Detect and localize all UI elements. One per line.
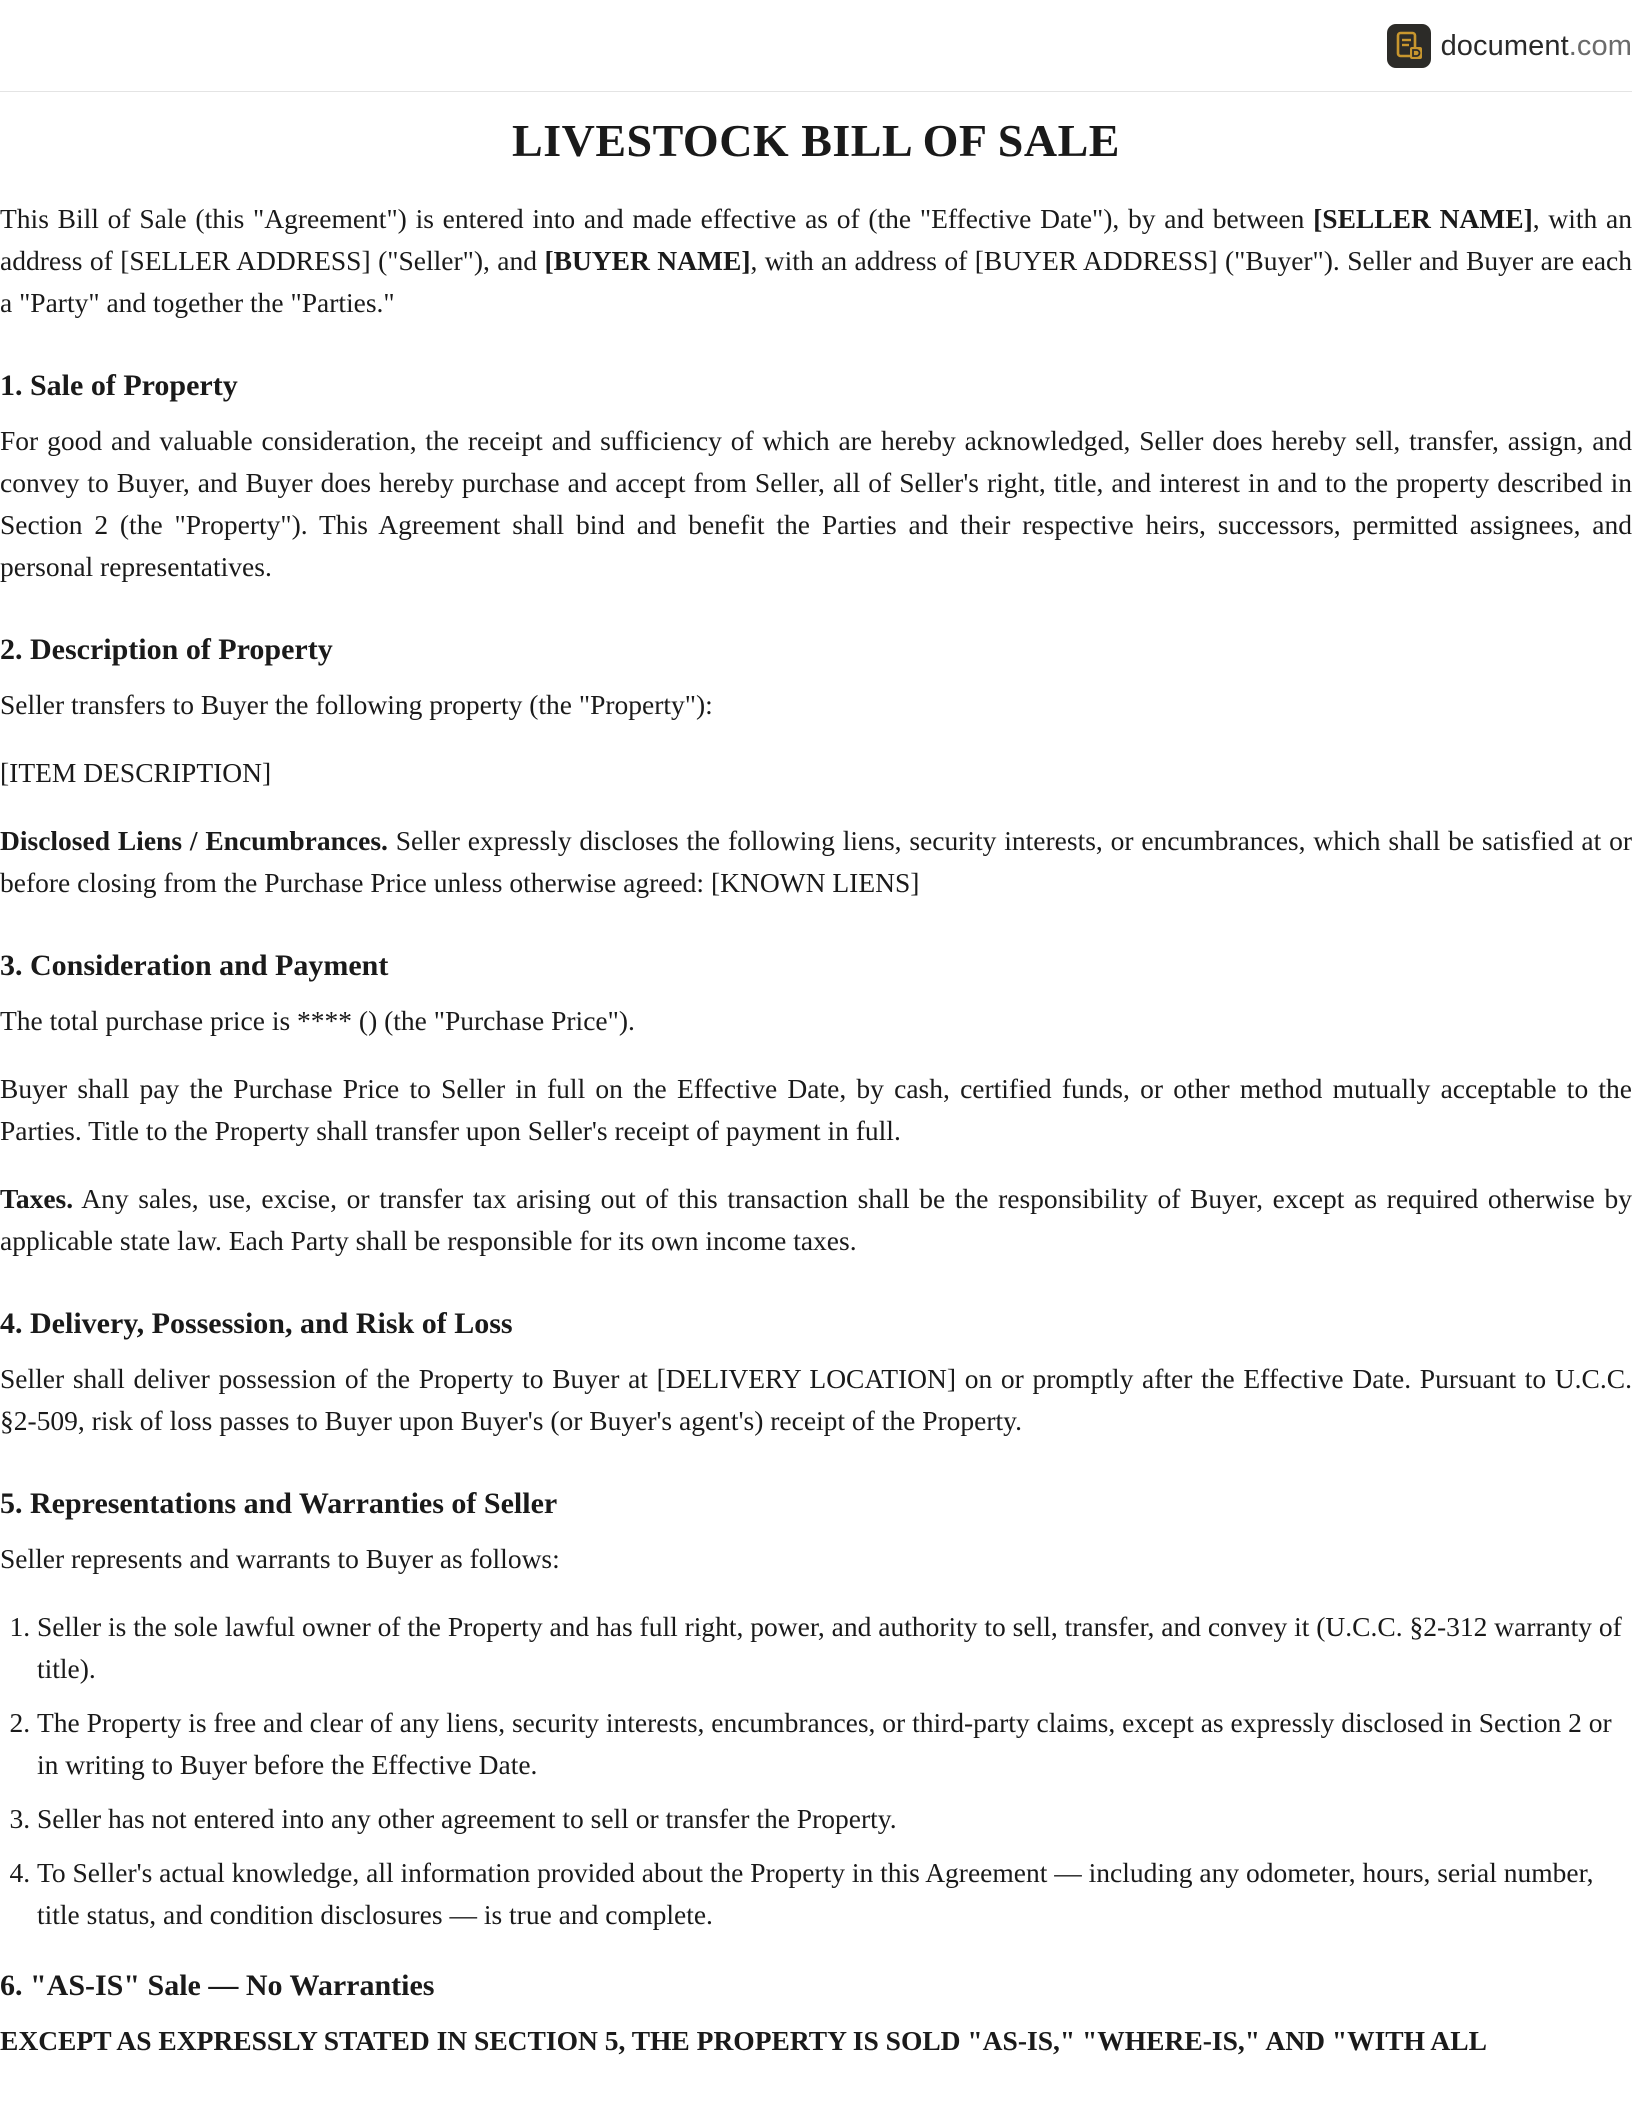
liens-paragraph bbox=[0, 820, 1632, 904]
buyer-name-placeholder: [BUYER NAME] bbox=[544, 245, 751, 277]
section-3-heading: 3. Consideration and Payment bbox=[0, 949, 389, 983]
document-logo-icon bbox=[1387, 24, 1431, 68]
payment-paragraph: Buyer shall pay the Purchase Price to Seller in full on the Effective Date, by cash, certified funds, or other method mutually acceptable to the Parties. Title to the Property shall transfer upon Seller's receipt of payment in full. bbox=[0, 1073, 1632, 1147]
document-body bbox=[0, 92, 1632, 2062]
section-6-paragraph: EXCEPT AS EXPRESSLY STATED IN SECTION 5, THE PROPERTY IS SOLD "AS-IS," "WHERE-IS," AND "WITH ALL bbox=[0, 2025, 1487, 2057]
brand-name: document bbox=[1440, 29, 1569, 62]
section-4-paragraph: Seller shall deliver possession of the Property to Buyer at [DELIVERY LOCATION] on or promptly after the Effective Date. Pursuant to U.C.C. §2-509, risk of loss passes to Buyer upon Buyer's (or Buyer's agent's) receipt of the Property. bbox=[0, 1363, 1632, 1437]
intro-text-2: , with an address of [SELLER ADDRESS] ("Seller"), and bbox=[0, 203, 1632, 277]
section-4-heading: 4. Delivery, Possession, and Risk of Loss bbox=[0, 1307, 513, 1341]
section-5-heading: 5. Representations and Warranties of Seller bbox=[0, 1487, 558, 1521]
brand-tld: .com bbox=[1568, 29, 1632, 62]
seller-name-placeholder: [SELLER NAME] bbox=[1313, 203, 1533, 235]
taxes-paragraph bbox=[0, 1178, 1632, 1262]
taxes-text: Any sales, use, excise, or transfer tax arising out of this transaction shall be the responsibility of Buyer, except as required otherwise by applicable state law. Each Party shall be responsible for its own income taxes. bbox=[0, 1183, 1632, 1257]
purchase-price-paragraph: The total purchase price is **** () (the "Purchase Price"). bbox=[0, 1005, 635, 1037]
header-bar bbox=[0, 0, 1632, 92]
brand[interactable] bbox=[1387, 23, 1632, 69]
liens-label: Disclosed Liens / Encumbrances. bbox=[0, 825, 388, 857]
intro-text-3: , with an address of [BUYER ADDRESS] ("Buyer"). Seller and Buyer are each a "Party" and together the "Parties." bbox=[0, 245, 1632, 319]
document-title: LIVESTOCK BILL OF SALE bbox=[512, 115, 1120, 166]
section-1-heading: 1. Sale of Property bbox=[0, 369, 238, 403]
warranties-list bbox=[0, 1606, 1632, 1936]
item-description-placeholder: [ITEM DESCRIPTION] bbox=[0, 757, 272, 789]
list-item: 4. To Seller's actual knowledge, all information provided about the Property in this Agreement — including any odometer, hours, serial number, title status, and condition disclosures — is true and complete. bbox=[37, 1852, 1632, 1936]
section-2-heading: 2. Description of Property bbox=[0, 633, 333, 667]
list-item: 2. The Property is free and clear of any liens, security interests, encumbrances, or third-party claims, except as expressly disclosed in Section 2 or in writing to Buyer before the Effective Date. bbox=[37, 1702, 1632, 1786]
section-6-heading: 6. "AS-IS" Sale — No Warranties bbox=[0, 1969, 435, 2003]
list-item: 3. Seller has not entered into any other agreement to sell or transfer the Property. bbox=[37, 1798, 1632, 1840]
intro-paragraph bbox=[0, 198, 1632, 324]
intro-text-1: This Bill of Sale (this "Agreement") is entered into and made effective as of (the "Effective Date"), by and between bbox=[0, 203, 1314, 235]
taxes-label: Taxes. bbox=[0, 1183, 74, 1215]
list-item: 1. Seller is the sole lawful owner of the Property and has full right, power, and authority to sell, transfer, and convey it (U.C.C. §2-312 warranty of title). bbox=[37, 1606, 1632, 1690]
liens-text: Seller expressly discloses the following liens, security interests, or encumbrances, which shall be satisfied at or before closing from the Purchase Price unless otherwise agreed: [KNOWN LIENS] bbox=[0, 825, 1632, 899]
brand-wordmark bbox=[1441, 30, 1632, 63]
section-2-paragraph: Seller transfers to Buyer the following property (the "Property"): bbox=[0, 689, 713, 721]
section-5-paragraph: Seller represents and warrants to Buyer as follows: bbox=[0, 1543, 560, 1575]
section-1-paragraph: For good and valuable consideration, the receipt and sufficiency of which are hereby acknowledged, Seller does hereby sell, transfer, assign, and convey to Buyer, and Buyer does hereby purchase and accept from Seller, all of Seller's right, title, and interest in and to the property described in Section 2 (the "Property"). This Agreement shall bind and benefit the Parties and their respective heirs, successors, permitted assignees, and personal representatives. bbox=[0, 425, 1632, 583]
